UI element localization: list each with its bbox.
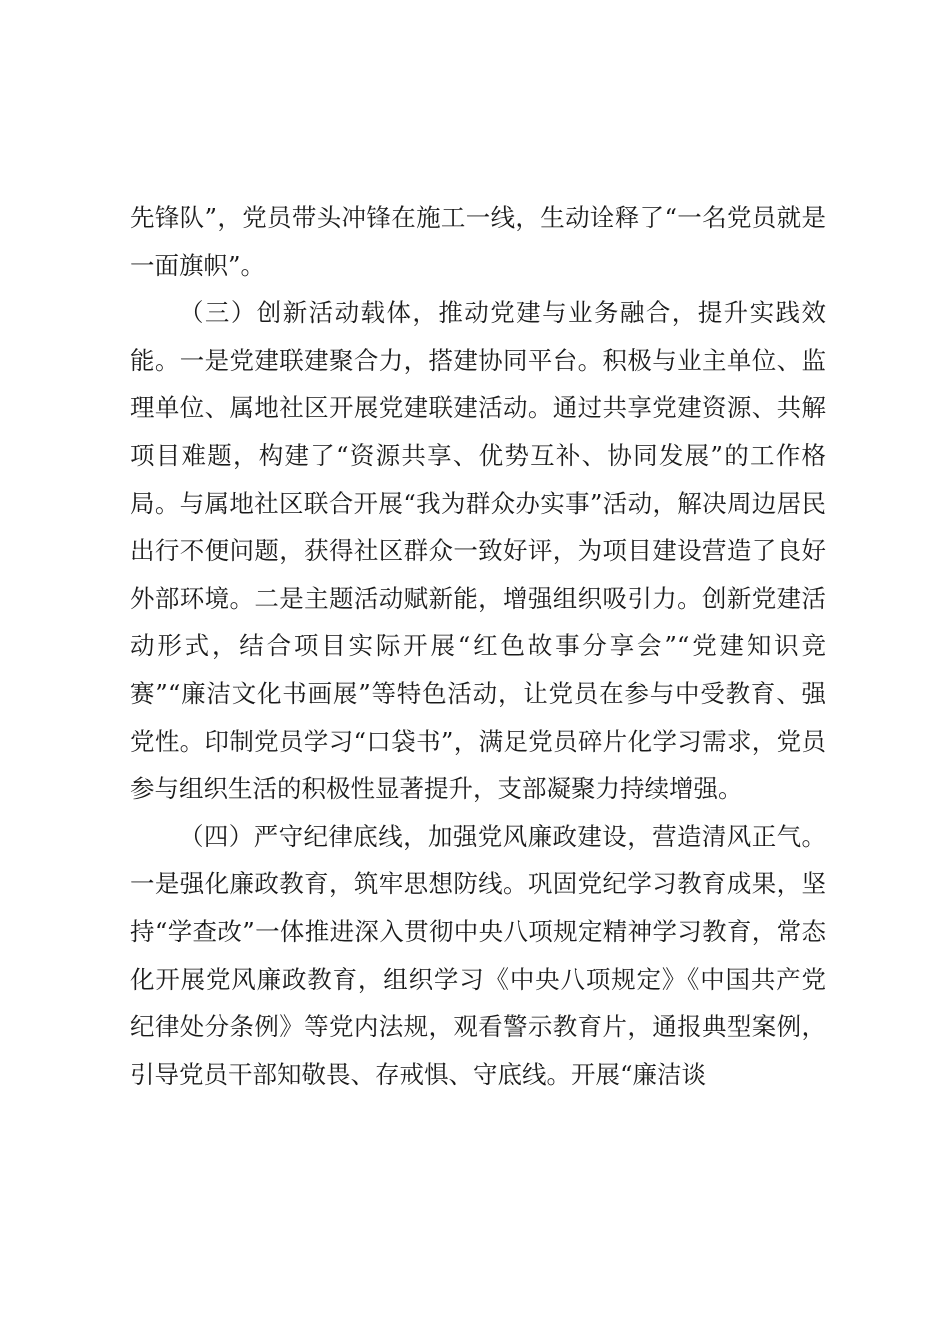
paragraph-section-four: （四）严守纪律底线，加强党风廉政建设，营造清风正气。一是强化廉政教育，筑牢思想防线。巩固党纪学习教育成果，坚持“学查改”一体推进深入贯彻中央八项规定精神学习教育，常态化开展党风廉政教育，组织学习《中央八项规定》《中国共产党纪律处分条例》等党内法规，观看警示教育片，通报典型案例，引导党员干部知敬畏、存戒惧、守底线。开展“廉洁谈 bbox=[130, 821, 826, 1089]
paragraph-continuation: 先锋队”，党员带头冲锋在施工一线，生动诠释了“一名党员就是一面旗帜”。 bbox=[130, 203, 826, 280]
document-body bbox=[130, 194, 826, 1098]
paragraph-section-three: （三）创新活动载体，推动党建与业务融合，提升实践效能。一是党建联建聚合力，搭建协同平台。积极与业主单位、监理单位、属地社区开展党建联建活动。通过共享党建资源、共解项目难题，构建了“资源共享、优势互补、协同发展”的工作格局。与属地社区联合开展“我为群众办实事”活动，解决周边居民出行不便问题，获得社区群众一致好评，为项目建设营造了良好外部环境。二是主题活动赋新能，增强组织吸引力。创新党建活动形式，结合项目实际开展“红色故事分享会”“党建知识竞赛”“廉洁文化书画展”等特色活动，让党员在参与中受教育、强党性。印制党员学习“口袋书”，满足党员碎片化学习需求，党员参与组织生活的积极性显著提升，支部凝聚力持续增强。 bbox=[130, 298, 826, 804]
